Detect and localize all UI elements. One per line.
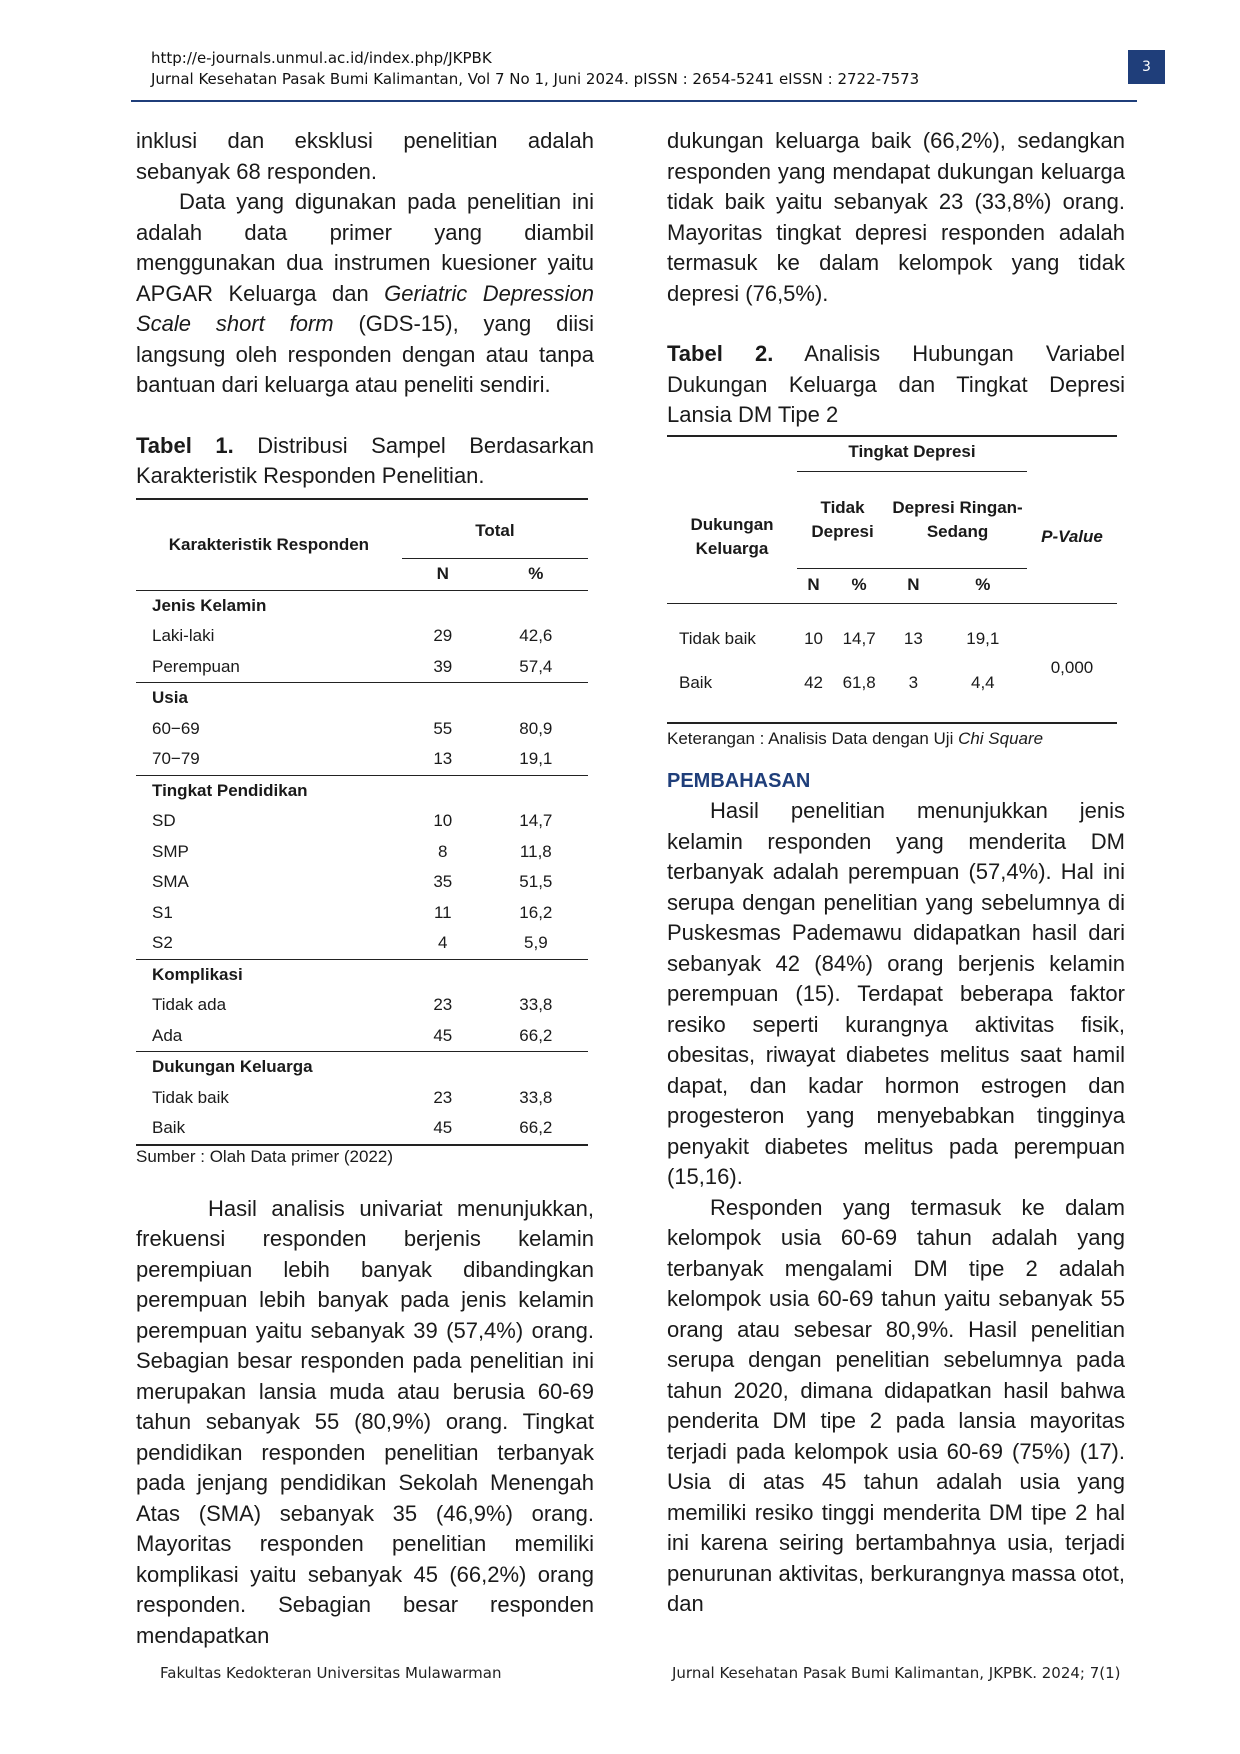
footer-right: Jurnal Kesehatan Pasak Bumi Kalimantan, JKPBK. 2024; 7(1) [672, 1664, 1121, 1682]
paragraph: Hasil penelitian menunjukkan jenis kelamin responden yang menderita DM terbanyak adalah perempuan (57,4%). Hal ini serupa dengan penelitian yang sebelumnya di Puskesmas Pademawu didapatkan hasil dari sebanyak 42 (84%) orang berjenis kelamin perempuan (15). Terdapat beberapa faktor resiko seperti kurangnya aktivitas fisik, obesitas, riwayat diabetes melitus saat hamil dapat, dan kadar hormon estrogen dan progesteron yang menyebabkan tingginya penyakit diabetes melitus pada perempuan (15,16). [667, 798, 1125, 1189]
table2-head-pct: % [830, 568, 888, 603]
table-row: SMA 35 51,5 [152, 872, 553, 891]
table2-note: Keterangan : Analisis Data dengan Uji Chi Square [667, 729, 1044, 748]
table-row: SD 10 14,7 [152, 811, 553, 830]
table-row: Ada 45 66,2 [152, 1025, 553, 1045]
table2-pvalue: 0,000 [1050, 657, 1094, 677]
table2-head-pvalue: P-Value [1041, 526, 1103, 546]
table2-head-tidak: Tidak Depresi [811, 497, 874, 541]
table-row: Tidak ada 23 33,8 [152, 995, 553, 1014]
paragraph: Data yang digunakan pada penelitian ini adalah data primer yang diambil menggunakan dua instrumen kuesioner yaitu APGAR Keluarga dan Geriatric Depression Scale short form (GDS-15), yang diisi langsung oleh responden dengan atau tanpa bantuan dari keluarga atau peneliti sendiri. [136, 189, 594, 397]
right-column [667, 126, 1125, 1620]
table-row: Baik 45 66,2 [136, 1113, 588, 1145]
table-row: SMP 8 11,8 [152, 841, 552, 861]
page-header [151, 48, 919, 90]
table1-group: Tingkat Pendidikan [136, 775, 588, 806]
table1-group: Dukungan Keluarga [136, 1052, 588, 1083]
paragraph: inklusi dan eksklusi penelitian adalah sebanyak 68 responden. [136, 128, 594, 184]
table2-head-tingkat: Tingkat Depresi [797, 436, 1027, 472]
table1-group: Usia [136, 683, 588, 714]
table1-group: Komplikasi [136, 959, 588, 990]
table-row: Tidak baik 10 14,7 13 19,1 0,000 [667, 624, 1117, 655]
table-row: Perempuan 39 57,4 [152, 656, 553, 676]
table1-head-n: N [436, 564, 449, 583]
section-title: PEMBAHASAN [667, 770, 811, 792]
table-row: 70−79 13 19,1 [152, 749, 553, 768]
table-2 [667, 435, 1117, 725]
table2-caption: Tabel 2. Analisis Hubungan Variabel Dukungan Keluarga dan Tingkat Depresi Lansia DM Tipe 2 [667, 341, 1125, 427]
table-row: 60−69 55 80,9 [152, 718, 553, 738]
header-rule [131, 100, 1137, 102]
table2-head-ringan: Depresi Ringan-Sedang [892, 497, 1023, 541]
table1-head-char: Karakteristik Responden [136, 499, 402, 591]
table1-head-pct: % [528, 564, 544, 583]
table1-caption: Tabel 1. Distribusi Sampel Berdasarkan Karakteristik Responden Penelitian. [136, 432, 594, 488]
journal-url: http://e-journals.unmul.ac.id/index.php/JKPBK [151, 49, 492, 67]
table-row: S1 11 16,2 [152, 902, 553, 922]
page-number: 3 [1128, 50, 1165, 84]
paragraph: Responden yang termasuk ke dalam kelompok usia 60-69 tahun adalah yang terbanyak mengalami DM tipe 2 adalah kelompok usia 60-69 tahun yaitu sebanyak 55 orang atau sebesar 80,9%. Hasil penelitian serupa dengan penelitian sebelumnya pada tahun 2020, dimana didapatkan hasil bahwa penderita DM tipe 2 pada lansia mayoritas terjadi pada kelompok usia 60-69 (75%) (17). Usia di atas 45 tahun adalah usia yang memiliki resiko tinggi menderita DM tipe 2 hal ini karena seiring bertambahnya usia, terjadi penurunan aktivitas, berkurangnya massa otot, dan [667, 1194, 1125, 1616]
table-row: Laki-laki 29 42,6 [152, 626, 553, 645]
table-row: Tidak baik 23 33,8 [152, 1087, 553, 1107]
table-row: S2 4 5,9 [152, 933, 548, 952]
paragraph: dukungan keluarga baik (66,2%), sedangkan responden yang mendapat dukungan keluarga tidak baik yaitu sebanyak 23 (33,8%) orang. Mayoritas tingkat depresi responden adalah termasuk ke dalam kelompok yang tidak depresi (76,5%). [667, 128, 1125, 306]
table2-head-pct: % [939, 568, 1027, 603]
journal-info: Jurnal Kesehatan Pasak Bumi Kalimantan, Vol 7 No 1, Juni 2024. pISSN : 2654-5241 eISSN : 2722-7573 [151, 70, 920, 88]
footer-left: Fakultas Kedokteran Universitas Mulawarman [160, 1664, 502, 1682]
table2-head-dukungan: Dukungan Keluarga [690, 514, 774, 558]
left-column [136, 126, 594, 1651]
paragraph: Hasil analisis univariat menunjukkan, frekuensi responden berjenis kelamin perempiuan lebih banyak dibandingkan perempuan lebih banyak pada jenis kelamin perempuan yaitu sebanyak 39 (57,4%) orang. Sebagian besar responden pada penelitian ini merupakan lansia muda atau berusia 60-69 tahun sebanyak 55 (80,9%) orang. Tingkat pendidikan responden penelitian terbanyak pada jenjang pendidikan Sekolah Menengah Atas (SMA) sebanyak 35 (46,9%) orang. Mayoritas responden penelitian memiliki komplikasi yaitu sebanyak 45 (66,2%) orang responden. Sebagian besar responden mendapatkan [136, 1195, 594, 1648]
table-1 [136, 498, 588, 1146]
table1-source: Sumber : Olah Data primer (2022) [136, 1146, 393, 1166]
table2-head-n: N [797, 568, 830, 603]
table1-group: Jenis Kelamin [136, 590, 588, 621]
table1-head-total: Total [402, 499, 588, 559]
table2-head-n: N [888, 568, 939, 603]
table-row: Baik 42 61,8 3 4,4 [679, 672, 995, 692]
